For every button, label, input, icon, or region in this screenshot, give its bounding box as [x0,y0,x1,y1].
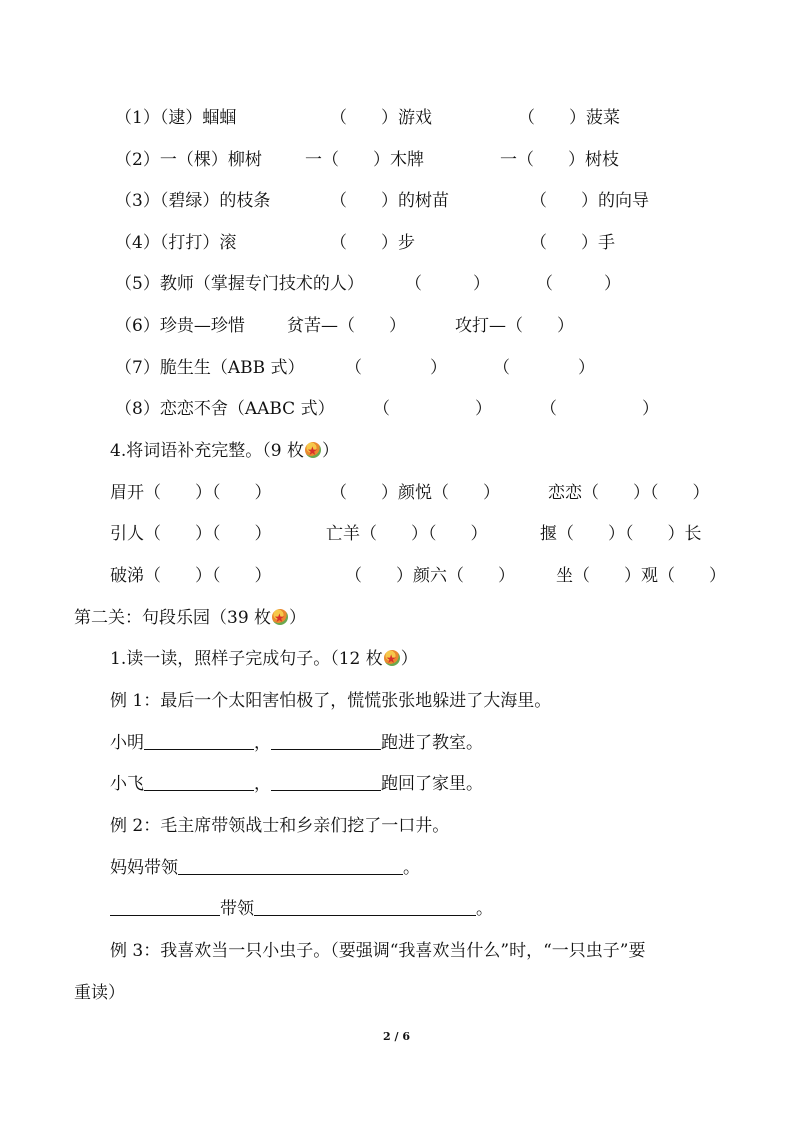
star-badge-icon [272,609,288,625]
q4-r1-c1: 眉开（ ）（ ） [110,483,272,503]
r6-c2: 贫苦—（ ） [287,316,406,336]
comma: ， [254,774,271,794]
r7-c1: （7）脆生生（ABB 式） [115,358,305,378]
q4-title-text: 4.将词语补充完整。（9 枚 [110,441,304,461]
q4-r2-c1: 引人（ ）（ ） [110,524,272,544]
q4-r1-c3: 恋恋（ ）（ ） [548,483,710,503]
sentence-mama [110,857,420,879]
q4-r3-c2: （ ）颜六（ ） [345,566,515,586]
xiaoming-suffix: 跑进了教室。 [381,733,483,753]
r4-c1: （4）（打打）滚 [115,233,237,253]
comma: ， [254,733,271,753]
answer-blank[interactable] [110,899,220,916]
answer-blank[interactable] [254,899,476,916]
sentence-xiaofei [110,773,483,795]
sentence-xiaoming [110,732,483,754]
star-badge-icon [305,442,321,458]
answer-blank[interactable] [144,774,254,791]
r7-c3: （ ） [493,358,595,378]
r8-c1: （8）恋恋不舍（AABC 式） [115,399,335,419]
part2-title-end: ） [289,608,307,628]
r4-c3: （ ）手 [530,233,615,253]
star-badge-icon [384,650,400,666]
r6-c1: （6）珍贵—珍惜 [115,316,245,336]
period: 。 [403,858,420,878]
xiaoming-prefix: 小明 [110,733,144,753]
lead-word: 带领 [220,899,254,919]
r5-c1: （5）教师（掌握专门技术的人） [115,274,364,294]
part2-title [74,607,306,629]
xiaofei-suffix: 跑回了家里。 [381,774,483,794]
r1-c2: （ ）游戏 [330,108,432,128]
r3-c1: （3）（碧绿）的枝条 [115,191,271,211]
r8-c2: （ ） [373,399,492,419]
sentence-lead [110,898,493,920]
r5-c2: （ ） [405,274,490,294]
q1-title-end: ） [400,649,418,669]
example-2: 例 2：毛主席带领战士和乡亲们挖了一口井。 [110,816,450,836]
answer-blank[interactable] [271,733,381,750]
answer-blank[interactable] [271,774,381,791]
q4-r1-c2: （ ）颜悦（ ） [330,483,500,503]
r2-c2: 一（ ）木牌 [305,150,424,170]
xiaofei-prefix: 小飞 [110,774,144,794]
example-3-line1: 例 3：我喜欢当一只小虫子。（要强调“我喜欢当什么”时，“一只虫子”要 [110,941,646,961]
q4-title [110,440,339,462]
answer-blank[interactable] [178,858,403,875]
r4-c2: （ ）步 [330,233,415,253]
r6-c3: 攻打—（ ） [455,316,574,336]
r3-c2: （ ）的树苗 [330,191,449,211]
q1-title [110,648,418,670]
answer-blank[interactable] [144,733,254,750]
period: 。 [476,899,493,919]
r7-c2: （ ） [345,358,447,378]
q4-r2-c3: 揠（ ）（ ）长 [540,524,702,544]
q4-r3-c3: 坐（ ）观（ ） [556,566,726,586]
part2-title-text: 第二关：句段乐园（39 枚 [74,608,272,628]
r3-c3: （ ）的向导 [530,191,649,211]
r2-c3: 一（ ）树枝 [500,150,619,170]
r2-c1: （2）一（棵）柳树 [115,150,262,170]
page-number: 2 / 6 [383,1030,410,1043]
mama-prefix: 妈妈带领 [110,858,178,878]
q4-title-end: ） [321,441,339,461]
example-3-line2: 重读） [74,983,125,1003]
q1-title-text: 1.读一读，照样子完成句子。（12 枚 [110,649,383,669]
example-1: 例 1：最后一个太阳害怕极了，慌慌张张地躲进了大海里。 [110,691,552,711]
r1-c1: （1）（逮）蝈蝈 [115,108,237,128]
q4-r3-c1: 破涕（ ）（ ） [110,566,272,586]
q4-r2-c2: 亡羊（ ）（ ） [326,524,488,544]
r5-c3: （ ） [536,274,621,294]
r8-c3: （ ） [540,399,659,419]
r1-c3: （ ）菠菜 [518,108,620,128]
